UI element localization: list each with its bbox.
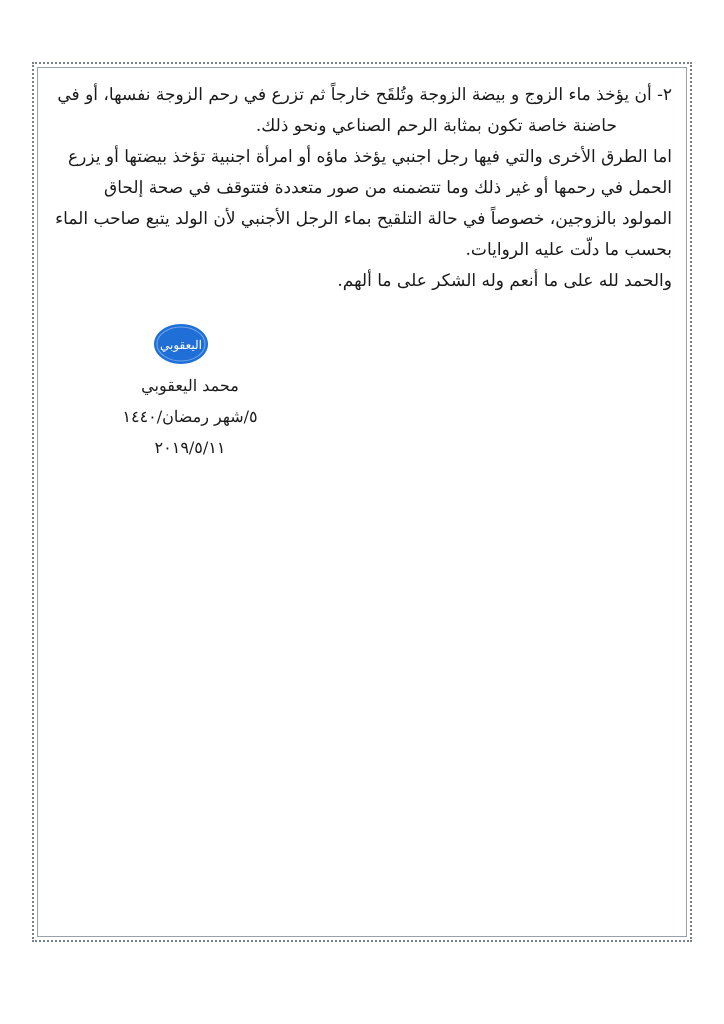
seal-text: اليعقوبي — [159, 338, 203, 352]
seal-stamp-icon — [152, 322, 210, 366]
paragraph-item-2-line-2: حاضنة خاصة تكون بمثابة الرحم الصناعي ونحو ذلك. — [255, 116, 617, 136]
hijri-date: ٥/شهر رمضان/١٤٤٠ — [122, 407, 258, 426]
gregorian-date: ٢٠١٩/٥/١١ — [154, 438, 226, 457]
signatory-name: محمد اليعقوبي — [141, 376, 239, 395]
paragraph-other-methods: اما الطرق الأخرى والتي فيها رجل اجنبي يؤخذ ماؤه أو امرأة اجنبية تؤخذ بيضتها أو يزرع الحمل في رحمها أو غير ذلك وما تتضمنه من صور متعددة فتتوقف في صحة إلحاق المولود بالزوجين، خصوصاً في حالة التلقيح بماء الرجل الأجنبي لأن الولد يتبع صاحب الماء بحسب ما دلّت عليه الروايات. — [55, 147, 672, 260]
document-body — [50, 80, 672, 297]
closing-praise: والحمد لله على ما أنعم وله الشكر على ما ألهم. — [337, 271, 672, 291]
signature-block — [105, 370, 275, 463]
paragraph-item-2-line-1: ٢- أن يؤخذ ماء الزوج و بيضة الزوجة وتُلقَح خارجاً ثم تزرع في رحم الزوجة نفسها، أو في — [57, 85, 672, 105]
